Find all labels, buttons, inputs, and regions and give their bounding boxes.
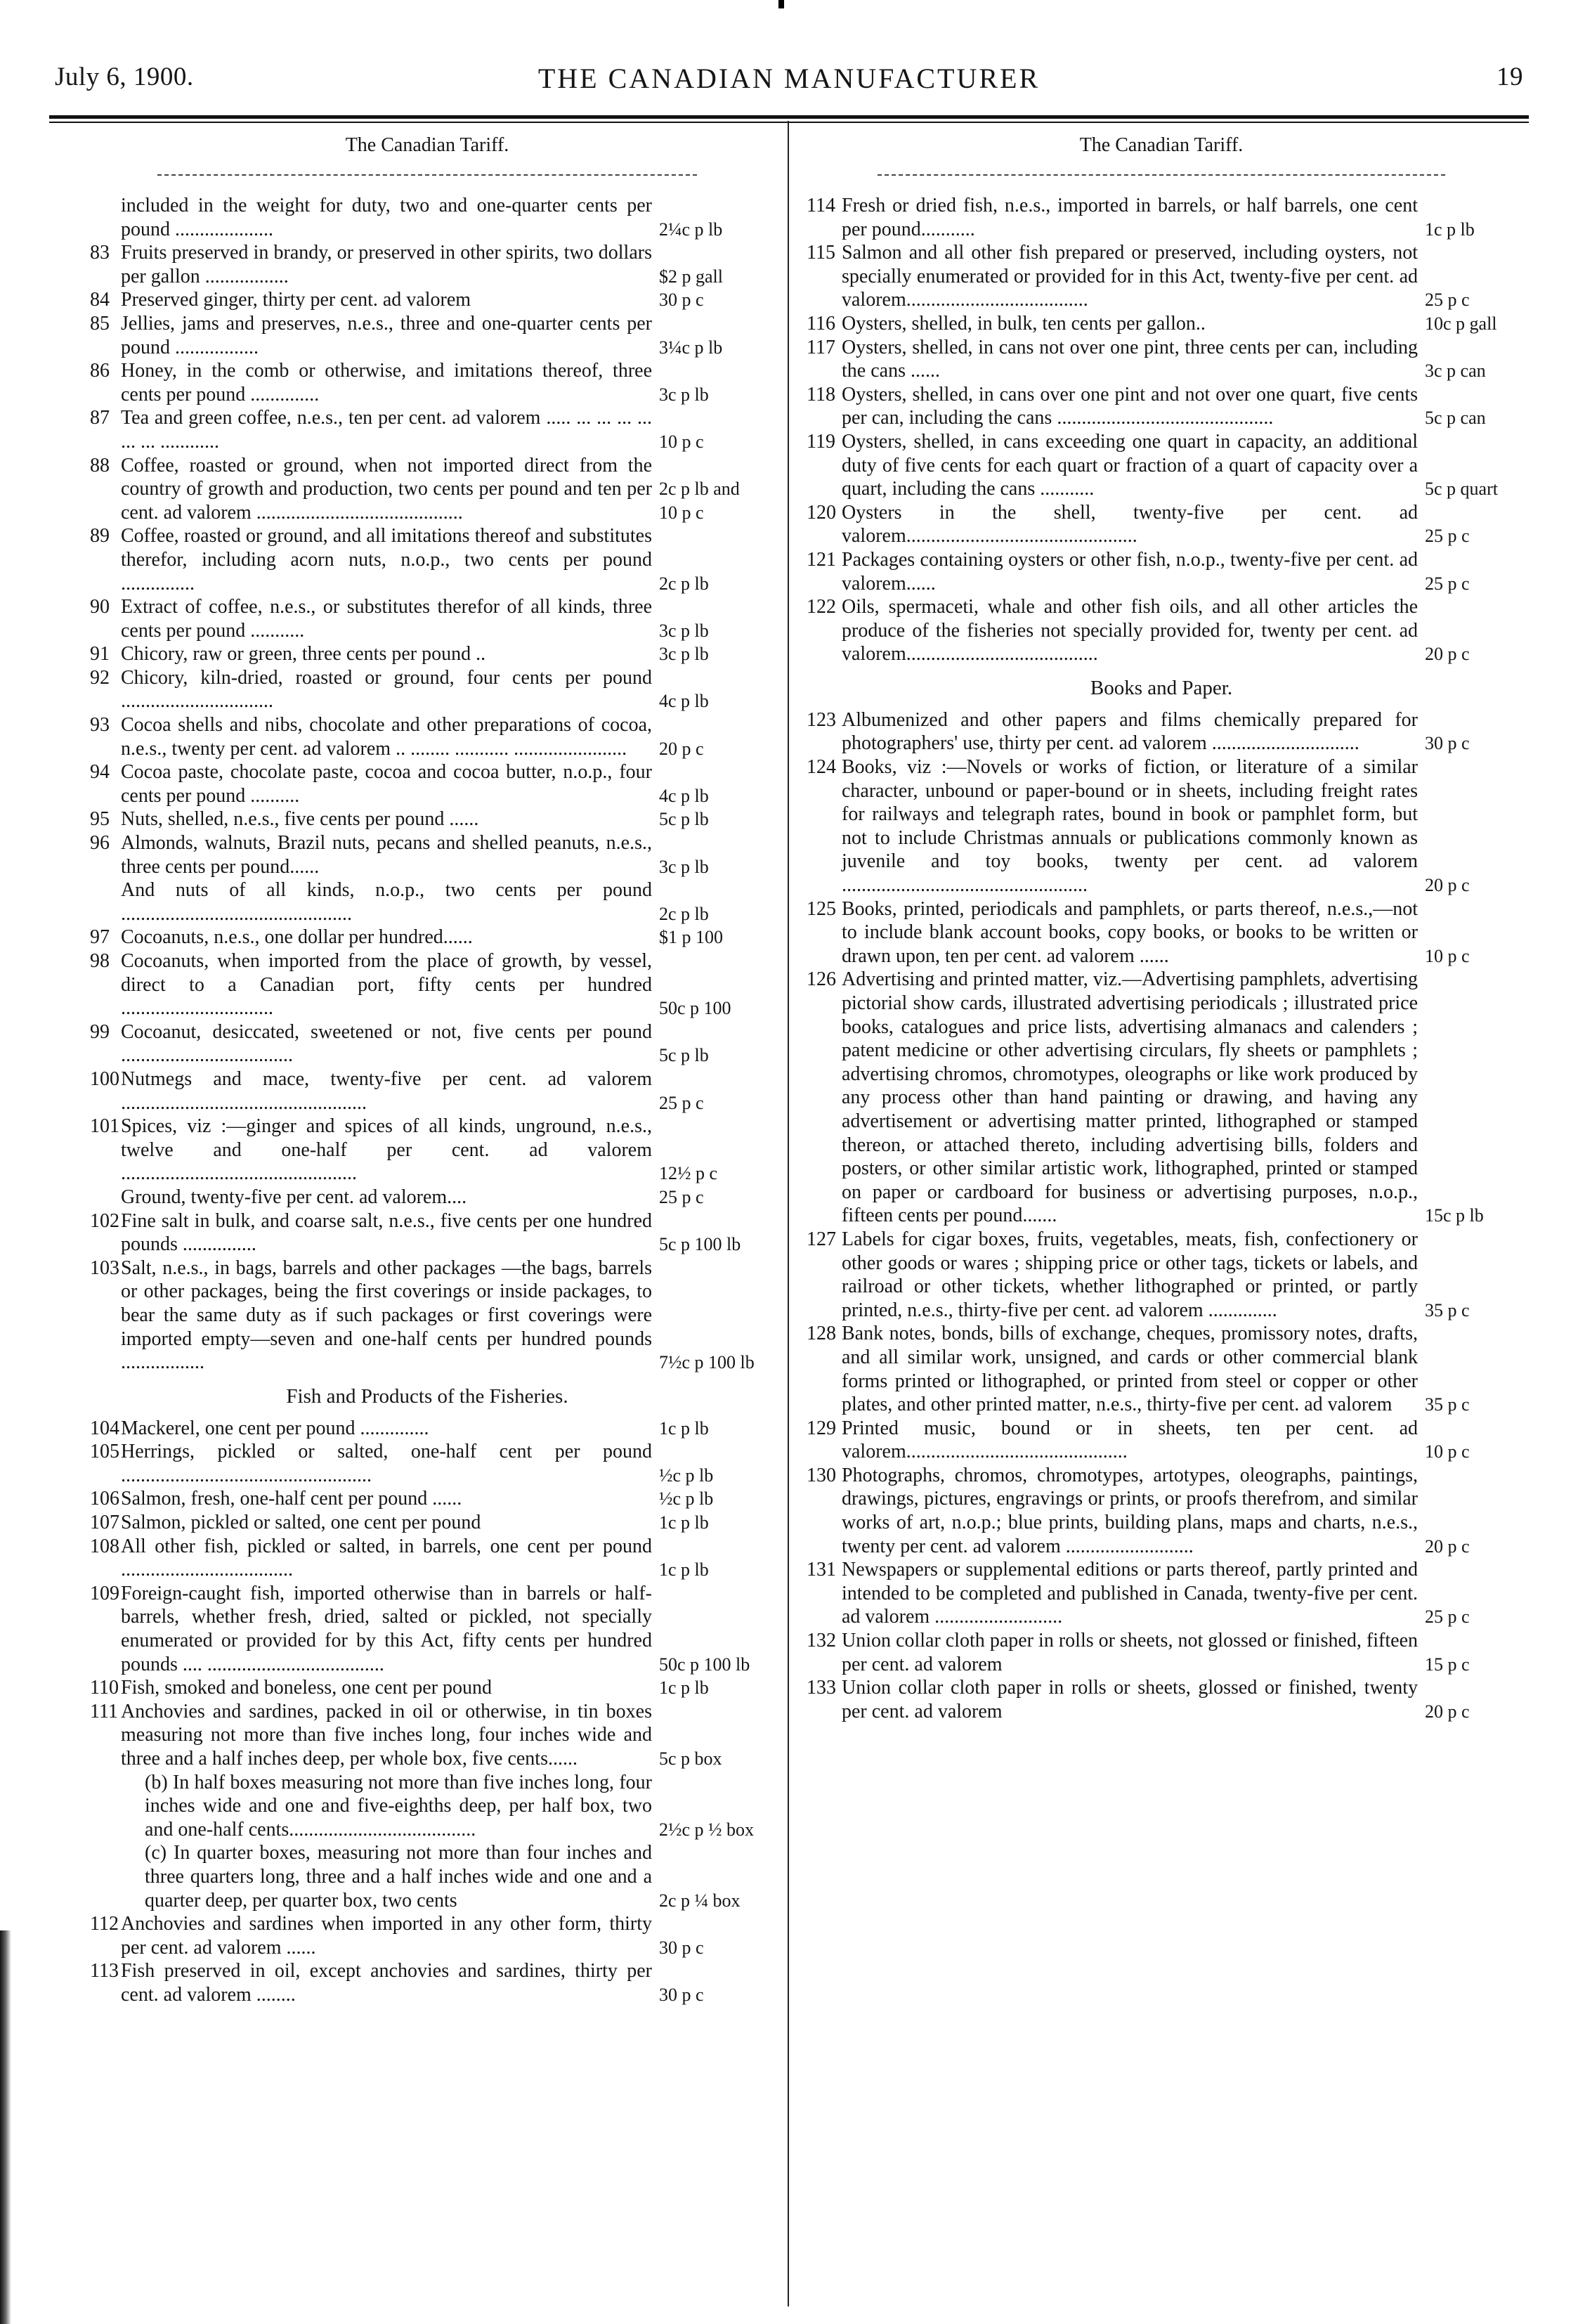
section-heading: Fish and Products of the Fisheries. bbox=[286, 1384, 568, 1408]
tariff-description: Nutmegs and mace, twenty-five per cent. ad valorem .................................................. bbox=[121, 1067, 652, 1114]
issue-date: July 6, 1900. bbox=[55, 63, 194, 91]
tariff-rate: 3c p can bbox=[1425, 361, 1486, 382]
tariff-item-number: 84 bbox=[90, 289, 110, 311]
header-rule bbox=[49, 115, 1529, 119]
tariff-description: Salt, n.e.s., in bags, barrels and other packages —the bags, barrels or other packages, being the first coverings or inside packages, to bear the same duty as if such packages or first coverings were imported empty—seven and one-half cents per hundred pounds ................. bbox=[121, 1257, 652, 1374]
tariff-entry bbox=[90, 926, 764, 949]
tariff-entry bbox=[90, 878, 764, 926]
tariff-description: Honey, in the comb or otherwise, and imitations thereof, three cents per pound .............. bbox=[121, 360, 652, 405]
tariff-item-number: 91 bbox=[90, 643, 110, 666]
tariff-description: Printed music, bound or in sheets, ten per cent. ad valorem............................................. bbox=[842, 1417, 1418, 1463]
tariff-item-number: 102 bbox=[90, 1209, 119, 1232]
tariff-description: Fresh or dried fish, n.e.s., imported in barrels, or half barrels, one cent per pound........... bbox=[842, 195, 1418, 240]
tariff-description: Tea and green coffee, n.e.s., ten per cent. ad valorem ..... ... ... ... ... ... ... ............ bbox=[121, 407, 652, 453]
publication-title: THE CANADIAN MANUFACTURER bbox=[537, 63, 1041, 94]
tariff-list bbox=[807, 708, 1516, 1724]
tariff-rate: 3c p lb bbox=[659, 620, 709, 641]
tariff-description: Oysters, shelled, in cans not over one pint, three cents per can, including the cans ...... bbox=[842, 336, 1418, 382]
tariff-entry bbox=[90, 1676, 764, 1700]
tariff-entry bbox=[807, 194, 1516, 241]
tariff-item-number: 114 bbox=[807, 195, 835, 216]
right-column bbox=[807, 134, 1516, 1723]
tariff-rate: 4c p lb bbox=[659, 785, 709, 806]
tariff-rate: 50c p 100 lb bbox=[659, 1654, 750, 1675]
tariff-rate: 3c p lb bbox=[659, 856, 709, 877]
tariff-description: Fine salt in bulk, and coarse salt, n.e.s., five cents per one hundred pounds ............... bbox=[121, 1209, 652, 1256]
tariff-rate: 10c p gall bbox=[1425, 313, 1497, 334]
tariff-entry bbox=[90, 1067, 764, 1115]
tariff-item-number: 120 bbox=[807, 501, 836, 524]
tariff-rate: 10 p c bbox=[1425, 945, 1470, 966]
tariff-item-number: 131 bbox=[807, 1559, 836, 1581]
tariff-rate: 25 p c bbox=[1425, 1606, 1470, 1628]
tariff-rate: ½c p lb bbox=[659, 1488, 714, 1510]
tariff-entry bbox=[807, 548, 1516, 595]
tariff-rate: 12½ p c bbox=[659, 1163, 718, 1184]
tariff-list bbox=[90, 1417, 764, 2007]
tariff-item-number: 89 bbox=[90, 525, 110, 547]
tariff-entry bbox=[90, 1417, 764, 1441]
tariff-description: Bank notes, bonds, bills of exchange, cheques, promissory notes, drafts, and all similar work, unsigned, and cards or other commercial blank forms printed or lithographed, or printed from steel or copper or other plates, and other printed matter, n.e.s., thirty-five per cent. ad valorem bbox=[842, 1323, 1418, 1416]
tariff-rate: 7½c p 100 lb bbox=[659, 1352, 755, 1373]
tariff-item-number: 112 bbox=[90, 1913, 119, 1935]
tariff-description: Chicory, kiln-dried, roasted or ground, four cents per pound ............................... bbox=[121, 666, 652, 713]
tariff-description: Almonds, walnuts, Brazil nuts, pecans and shelled peanuts, n.e.s., three cents per pound...... bbox=[121, 832, 652, 878]
tariff-item-number: 103 bbox=[90, 1257, 119, 1279]
tariff-rate: $1 p 100 bbox=[659, 927, 723, 948]
tariff-entry bbox=[807, 312, 1516, 336]
tariff-rate: 2c p lb bbox=[659, 573, 709, 594]
tariff-rate: 2c p ¼ box bbox=[659, 1890, 741, 1911]
tariff-description: (c) In quarter boxes, measuring not more than four inches and three quarters long, three and a half inches wide and one and a quarter deep, per quarter box, two cents bbox=[145, 1842, 652, 1911]
tariff-item-number: 98 bbox=[90, 950, 110, 972]
page-number: 19 bbox=[1497, 63, 1523, 91]
tariff-entry bbox=[90, 807, 764, 831]
tariff-entry bbox=[90, 194, 764, 241]
tariff-item-number: 111 bbox=[90, 1700, 118, 1722]
tariff-description: Anchovies and sardines, packed in oil or otherwise, in tin boxes measuring not more than five inches long, four inches wide and three and a half inches deep, per whole box, five cents...... bbox=[121, 1700, 652, 1770]
tariff-item-number: 108 bbox=[90, 1535, 119, 1557]
tariff-item-number: 93 bbox=[90, 714, 110, 736]
tariff-description: Oysters, shelled, in cans over one pint and not over one quart, five cents per can, including the cans ............................................ bbox=[842, 383, 1418, 429]
tariff-description: Fish preserved in oil, except anchovies and sardines, thirty per cent. ad valorem ........ bbox=[121, 1960, 652, 2006]
tariff-item-number: 113 bbox=[90, 1960, 119, 1982]
tariff-entry bbox=[90, 524, 764, 595]
tariff-description: Spices, viz :—ginger and spices of all kinds, unground, n.e.s., twelve and one-half per cent. ad valorem ................................................ bbox=[121, 1115, 652, 1185]
tariff-item-number: 101 bbox=[90, 1115, 119, 1138]
tariff-item-number: 125 bbox=[807, 897, 836, 920]
tariff-rate: 25 p c bbox=[1425, 526, 1470, 547]
tariff-rate: 25 p c bbox=[1425, 290, 1470, 311]
tariff-entry bbox=[807, 1464, 1516, 1558]
tariff-item-number: 122 bbox=[807, 596, 836, 618]
tariff-entry bbox=[807, 336, 1516, 383]
tariff-description: Cocoa shells and nibs, chocolate and other preparations of cocoa, n.e.s., twenty per cent. ad valorem .. ........ ........... ....................... bbox=[121, 714, 652, 760]
tariff-rate: 30 p c bbox=[659, 290, 704, 311]
tariff-description: Preserved ginger, thirty per cent. ad valorem bbox=[121, 289, 471, 311]
tariff-item-number: 97 bbox=[90, 926, 110, 949]
tariff-rate: 25 p c bbox=[659, 1186, 704, 1207]
tariff-rate: 3c p lb bbox=[659, 384, 709, 405]
tariff-entry bbox=[807, 1322, 1516, 1416]
tariff-description: Packages containing oysters or other fish, n.o.p., twenty-five per cent. ad valorem...... bbox=[842, 548, 1418, 595]
tariff-description: (b) In half boxes measuring not more than five inches long, four inches wide and one and five-eighths deep, per half box, two and one-half cents...................................... bbox=[145, 1771, 652, 1841]
tariff-item-number bbox=[90, 194, 121, 241]
tariff-entry bbox=[90, 642, 764, 666]
tariff-rate: 25 p c bbox=[659, 1092, 704, 1113]
tariff-entry bbox=[90, 1115, 764, 1186]
tariff-item-number: 117 bbox=[807, 336, 835, 358]
tariff-description: Salmon, pickled or salted, one cent per pound bbox=[121, 1512, 481, 1534]
tariff-item-number: 115 bbox=[807, 242, 835, 264]
tariff-rate: 5c p quart bbox=[1425, 479, 1498, 500]
tariff-description: Labels for cigar boxes, fruits, vegetables, meats, fish, confectionery or other goods or wares ; shipping price or other tags, tickets or labels, and railroad or other tickets, whether lithographed or printed, or partly printed, n.e.s., thirty-five per cent. ad valorem .............. bbox=[842, 1228, 1418, 1321]
tariff-rate: 5c p lb bbox=[659, 1045, 709, 1066]
tariff-item-number: 130 bbox=[807, 1464, 836, 1486]
tariff-rate: 35 p c bbox=[1425, 1394, 1470, 1415]
tariff-rate: 20 p c bbox=[1425, 1701, 1470, 1722]
title-rule bbox=[878, 174, 1445, 176]
tariff-item-number bbox=[90, 878, 121, 926]
tariff-description: Nuts, shelled, n.e.s., five cents per pound ...... bbox=[121, 808, 479, 831]
tariff-item-number: 86 bbox=[90, 360, 110, 382]
tariff-entry bbox=[90, 1511, 764, 1535]
tariff-description: All other fish, pickled or salted, in barrels, one cent per pound ................................... bbox=[121, 1535, 652, 1581]
tariff-description: Cocoanuts, n.e.s., one dollar per hundred...... bbox=[121, 926, 473, 949]
tariff-rate: 20 p c bbox=[1425, 644, 1470, 665]
tariff-rate: 2c p lb and 10 p c bbox=[659, 479, 740, 523]
tariff-entry bbox=[90, 1771, 764, 1842]
tariff-rate: 10 p c bbox=[659, 431, 704, 452]
tariff-description: Herrings, pickled or salted, one-half cent per pound ................................................... bbox=[121, 1441, 652, 1486]
tariff-rate: 1c p lb bbox=[659, 1559, 709, 1580]
tariff-entry bbox=[90, 1440, 764, 1487]
tariff-rate: 3¼c p lb bbox=[659, 337, 723, 358]
tariff-item-number: 127 bbox=[807, 1228, 836, 1250]
tariff-rate: 30 p c bbox=[1425, 733, 1470, 754]
tariff-item-number: 132 bbox=[807, 1630, 836, 1652]
tariff-entry bbox=[90, 1186, 764, 1209]
tariff-rate: 20 p c bbox=[1425, 875, 1470, 896]
tariff-entry bbox=[807, 708, 1516, 755]
tariff-entry bbox=[90, 1959, 764, 2006]
tariff-entry bbox=[807, 1558, 1516, 1629]
tariff-rate: 5c p lb bbox=[659, 809, 709, 830]
tariff-description: Salmon and all other fish prepared or preserved, including oysters, not specially enumerated or provided for in this Act, twenty-five per cent. ad valorem..................................... bbox=[842, 242, 1418, 311]
tariff-description: Extract of coffee, n.e.s., or substitutes therefor of all kinds, three cents per pound ........... bbox=[121, 596, 652, 642]
tariff-entry bbox=[90, 454, 764, 525]
page-edge-shadow bbox=[0, 1930, 11, 2324]
tariff-rate: 5c p 100 lb bbox=[659, 1234, 741, 1255]
print-mark bbox=[778, 0, 784, 8]
tariff-entry bbox=[90, 713, 764, 760]
tariff-item-number: 116 bbox=[807, 312, 835, 335]
tariff-rate: 2c p lb bbox=[659, 903, 709, 924]
tariff-entry bbox=[90, 831, 764, 878]
tariff-item-number: 94 bbox=[90, 761, 110, 784]
tariff-rate: 2¼c p lb bbox=[659, 219, 723, 240]
tariff-description: Coffee, roasted or ground, and all imitations thereof and substitutes therefor, including acorn nuts, n.o.p., two cents per pound ............... bbox=[121, 525, 652, 595]
tariff-rate: 30 p c bbox=[659, 1937, 704, 1958]
tariff-item-number: 105 bbox=[90, 1441, 119, 1463]
tariff-entry bbox=[90, 241, 764, 288]
tariff-entry bbox=[90, 760, 764, 807]
tariff-item-number: 99 bbox=[90, 1020, 110, 1043]
tariff-entry bbox=[90, 1535, 764, 1582]
tariff-item-number: 100 bbox=[90, 1067, 119, 1090]
tariff-entry bbox=[807, 430, 1516, 501]
tariff-description: Oils, spermaceti, whale and other fish oils, and all other articles the produce of the fisheries not specially provided for, twenty per cent. ad valorem....................................... bbox=[842, 596, 1418, 666]
tariff-description: Oysters in the shell, twenty-five per cent. ad valorem............................................... bbox=[842, 501, 1418, 547]
tariff-entry bbox=[807, 595, 1516, 666]
title-rule bbox=[157, 174, 697, 176]
tariff-item-number: 104 bbox=[90, 1417, 119, 1439]
tariff-item-number: 128 bbox=[807, 1323, 836, 1345]
tariff-list bbox=[90, 194, 764, 1375]
column-title: The Canadian Tariff. bbox=[1079, 134, 1244, 156]
tariff-entry bbox=[807, 897, 1516, 968]
tariff-description: Oysters, shelled, in cans exceeding one quart in capacity, an additional duty of five cents for each quart or fraction of a quart of capacity over a quart, including the cans ........... bbox=[842, 430, 1418, 500]
tariff-rate: 1c p lb bbox=[659, 1677, 709, 1699]
tariff-description: Fish, smoked and boneless, one cent per pound bbox=[121, 1677, 493, 1699]
tariff-list bbox=[807, 194, 1516, 666]
tariff-item-number: 85 bbox=[90, 312, 110, 335]
tariff-entry bbox=[90, 312, 764, 359]
tariff-entry bbox=[807, 1676, 1516, 1723]
tariff-rate: 20 p c bbox=[1425, 1536, 1470, 1557]
tariff-item-number: 109 bbox=[90, 1582, 119, 1604]
tariff-rate: 25 p c bbox=[1425, 573, 1470, 594]
tariff-rate: 30 p c bbox=[659, 1984, 704, 2005]
tariff-description: Chicory, raw or green, three cents per pound .. bbox=[121, 643, 486, 666]
tariff-entry bbox=[90, 595, 764, 642]
tariff-item-number: 87 bbox=[90, 407, 110, 429]
tariff-description: Advertising and printed matter, viz.—Advertising pamphlets, advertising pictorial show cards, illustrated advertising periodicals ; illustrated price books, catalogues and price lists, advertising almanacs and calenders ; patent medicine or other advertising circulars, fly sheets or pamphlets ; advertising chromos, chromotypes, oleographs or like work produced by any process other than hand painting or drawing, and having any advertisement or advertising matter printed, lithographed or stamped thereon, or attached thereto, including advertising bills, folders and posters, or other similar artistic work, lithographed, printed or stamped on paper or cardboard for business or advertising purposes, n.o.p., fifteen cents per pound....... bbox=[842, 968, 1418, 1227]
column-title: The Canadian Tariff. bbox=[345, 134, 509, 156]
tariff-entry bbox=[807, 968, 1516, 1228]
tariff-description: Books, viz :—Novels or works of fiction, or literature of a similar character, unbound or paper-bound or in sheets, including freight rates for railways and telegraph rates, bound in book or pamphlet form, but not to include Christmas annuals or publications commonly known as juvenile and toy books, twenty per cent. ad valorem .................................................. bbox=[842, 756, 1418, 897]
tariff-entry bbox=[807, 755, 1516, 897]
tariff-description: Photographs, chromos, chromotypes, artotypes, oleographs, paintings, drawings, pictures, engravings or prints, or proofs therefrom, and similar works of art, n.o.p.; blue prints, building plans, maps and charts, n.e.s., twenty per cent. ad valorem .......................... bbox=[842, 1464, 1418, 1557]
column-divider bbox=[788, 121, 789, 2306]
tariff-description: Union collar cloth paper in rolls or sheets, not glossed or finished, fifteen per cent. ad valorem bbox=[842, 1630, 1418, 1675]
tariff-entry bbox=[90, 1700, 764, 1771]
tariff-entry bbox=[807, 501, 1516, 548]
tariff-rate: 1c p lb bbox=[659, 1512, 709, 1533]
tariff-entry bbox=[90, 1912, 764, 1959]
page-header bbox=[55, 62, 1523, 104]
tariff-description: Anchovies and sardines when imported in any other form, thirty per cent. ad valorem ...... bbox=[121, 1913, 652, 1959]
tariff-rate: 20 p c bbox=[659, 738, 704, 759]
tariff-description: Fruits preserved in brandy, or preserved in other spirits, two dollars per gallon ................. bbox=[121, 242, 652, 287]
tariff-item-number bbox=[90, 1186, 121, 1209]
tariff-item-number: 119 bbox=[807, 430, 835, 453]
tariff-description: Oysters, shelled, in bulk, ten cents per gallon.. bbox=[842, 312, 1206, 335]
tariff-item-number: 110 bbox=[90, 1677, 119, 1699]
tariff-item-number: 133 bbox=[807, 1677, 836, 1699]
tariff-entry bbox=[90, 1209, 764, 1257]
tariff-entry bbox=[90, 288, 764, 312]
header-rule-thin bbox=[49, 122, 1529, 123]
tariff-entry bbox=[90, 949, 764, 1020]
tariff-rate: 15 p c bbox=[1425, 1654, 1470, 1675]
tariff-description: Cocoanuts, when imported from the place of growth, by vessel, direct to a Canadian port, fifty cents per hundred ............................... bbox=[121, 950, 652, 1020]
tariff-description: Cocoa paste, chocolate paste, cocoa and cocoa butter, n.o.p., four cents per pound .......... bbox=[121, 761, 652, 807]
tariff-item-number: 106 bbox=[90, 1488, 119, 1510]
tariff-item-number bbox=[90, 1841, 121, 1912]
left-column bbox=[90, 134, 764, 2007]
tariff-entry bbox=[90, 406, 764, 453]
tariff-description: Foreign-caught fish, imported otherwise than in barrels or half-barrels, whether fresh, dried, salted or pickled, not specially enumerated or provided for by this Act, fifty cents per hundred pounds .... .................................... bbox=[121, 1582, 652, 1675]
tariff-rate: 1c p lb bbox=[1425, 219, 1475, 240]
tariff-entry bbox=[90, 1257, 764, 1375]
tariff-item-number: 90 bbox=[90, 596, 110, 618]
tariff-item-number: 83 bbox=[90, 242, 110, 264]
tariff-description: Salmon, fresh, one-half cent per pound ...... bbox=[121, 1488, 462, 1510]
tariff-rate: 5c p can bbox=[1425, 408, 1486, 429]
tariff-entry bbox=[807, 383, 1516, 430]
tariff-entry bbox=[90, 1487, 764, 1511]
tariff-rate: 50c p 100 bbox=[659, 998, 731, 1019]
tariff-rate: ½c p lb bbox=[659, 1465, 714, 1486]
tariff-description: Ground, twenty-five per cent. ad valorem.... bbox=[121, 1186, 467, 1208]
tariff-item-number: 126 bbox=[807, 968, 836, 991]
tariff-entry bbox=[807, 1228, 1516, 1322]
tariff-entry bbox=[807, 241, 1516, 312]
tariff-description: Union collar cloth paper in rolls or sheets, glossed or finished, twenty per cent. ad valorem bbox=[842, 1677, 1418, 1722]
tariff-rate: 35 p c bbox=[1425, 1299, 1470, 1320]
section-heading: Books and Paper. bbox=[1090, 676, 1233, 699]
tariff-item-number bbox=[90, 1771, 121, 1842]
tariff-rate: 3c p lb bbox=[659, 644, 709, 665]
tariff-rate: 5c p box bbox=[659, 1748, 722, 1769]
tariff-item-number: 88 bbox=[90, 454, 110, 476]
tariff-rate: 15c p lb bbox=[1425, 1205, 1484, 1226]
tariff-entry bbox=[90, 666, 764, 713]
tariff-description: included in the weight for duty, two and one-quarter cents per pound .................... bbox=[121, 195, 652, 240]
tariff-description: Coffee, roasted or ground, when not imported direct from the country of growth and production, two cents per pound and ten per cent. ad valorem .......................................... bbox=[121, 454, 652, 524]
tariff-entry bbox=[807, 1417, 1516, 1464]
tariff-item-number: 95 bbox=[90, 808, 110, 831]
tariff-item-number: 123 bbox=[807, 708, 836, 731]
tariff-description: Books, printed, periodicals and pamphlets, or parts thereof, n.e.s.,—not to include blank account books, copy books, or books to be written or drawn upon, ten per cent. ad valorem ...... bbox=[842, 897, 1418, 967]
tariff-description: And nuts of all kinds, n.o.p., two cents per pound ............................................... bbox=[121, 879, 652, 925]
tariff-rate: 1c p lb bbox=[659, 1417, 709, 1439]
tariff-description: Jellies, jams and preserves, n.e.s., three and one-quarter cents per pound ................. bbox=[121, 312, 652, 358]
tariff-rate: $2 p gall bbox=[659, 266, 723, 287]
tariff-entry bbox=[90, 1020, 764, 1067]
tariff-entry bbox=[90, 1841, 764, 1912]
tariff-description: Newspapers or supplemental editions or parts thereof, partly printed and intended to be completed and published in Canada, twenty-five per cent. ad valorem .......................... bbox=[842, 1559, 1418, 1628]
tariff-rate: 10 p c bbox=[1425, 1441, 1470, 1462]
tariff-description: Albumenized and other papers and films chemically prepared for photographers' use, thirty per cent. ad valorem .............................. bbox=[842, 708, 1418, 755]
tariff-entry bbox=[90, 359, 764, 406]
tariff-item-number: 96 bbox=[90, 832, 110, 855]
tariff-item-number: 121 bbox=[807, 548, 836, 571]
tariff-description: Mackerel, one cent per pound .............. bbox=[121, 1417, 429, 1439]
tariff-description: Cocoanut, desiccated, sweetened or not, five cents per pound ................................... bbox=[121, 1020, 652, 1067]
tariff-rate: 4c p lb bbox=[659, 691, 709, 712]
tariff-item-number: 129 bbox=[807, 1417, 836, 1439]
tariff-item-number: 107 bbox=[90, 1512, 119, 1534]
tariff-item-number: 118 bbox=[807, 383, 835, 405]
tariff-entry bbox=[807, 1629, 1516, 1676]
tariff-entry bbox=[90, 1582, 764, 1676]
tariff-item-number: 92 bbox=[90, 666, 110, 689]
tariff-rate: 2½c p ½ box bbox=[659, 1819, 755, 1840]
tariff-item-number: 124 bbox=[807, 756, 836, 779]
